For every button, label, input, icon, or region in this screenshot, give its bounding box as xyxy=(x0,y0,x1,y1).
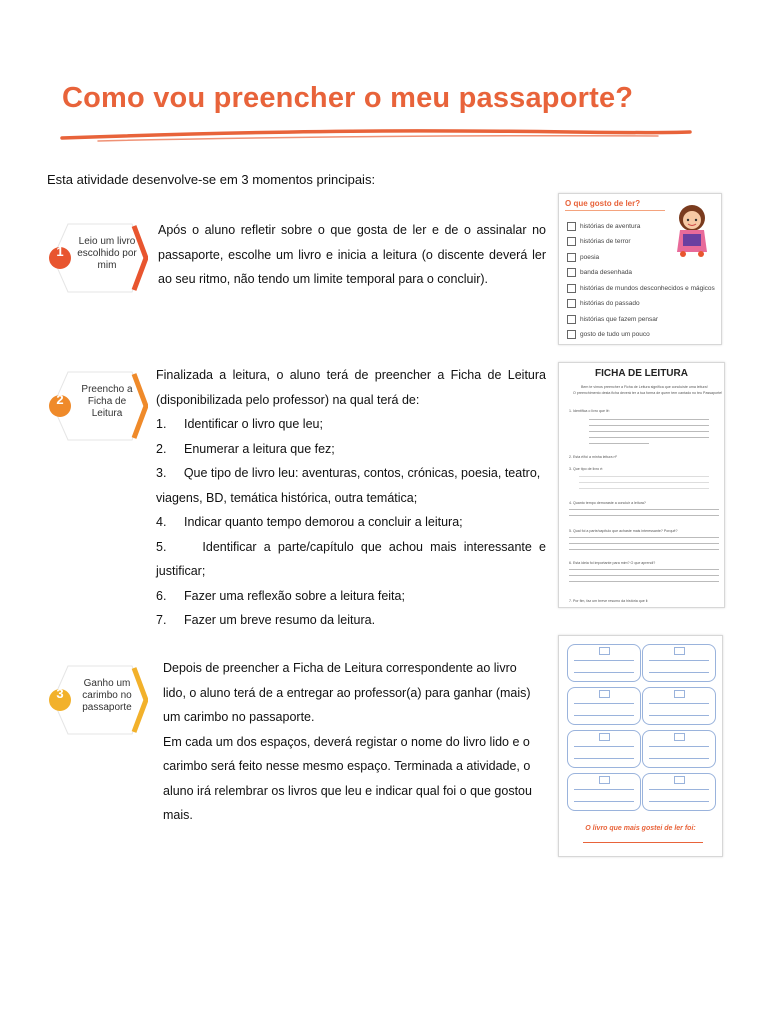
option-row: poesia xyxy=(567,253,599,262)
checkbox[interactable] xyxy=(567,284,576,293)
checkbox[interactable] xyxy=(567,299,576,308)
step-3-badge-label: Ganho um carimbo no passaporte xyxy=(82,678,132,713)
intro-text: Esta atividade desenvolve-se em 3 momentos principais: xyxy=(47,172,376,187)
thumb-reading-sheet xyxy=(558,362,725,608)
checkbox[interactable] xyxy=(567,315,576,324)
thumb-3-caption: O livro que mais gostei de ler foi: xyxy=(585,825,696,832)
thumb-2-line: 1. Identifica o livro que lê: xyxy=(569,409,610,413)
option-row: gosto de tudo um pouco xyxy=(567,330,650,339)
thumb-2-title: FICHA DE LEITURA xyxy=(595,368,688,379)
list-item: 1. Identificar o livro que leu; xyxy=(156,417,323,431)
option-row: histórias de terror xyxy=(567,237,631,246)
checkbox[interactable] xyxy=(567,222,576,231)
stamp-slot xyxy=(642,644,716,682)
thumb-2-line: O preenchimento desta ficha deverá ter a tua forma de quem tem cantado no teu Passaporte! xyxy=(573,391,723,395)
thumb-1-header: O que gosto de ler? xyxy=(565,199,641,208)
step-3-text: Depois de preencher a Ficha de Leitura correspondente ao livro lido, o aluno terá de a entregar ao professor(a) para ganhar (mais) um carimbo no passaporte. xyxy=(163,661,531,724)
step-2-badge xyxy=(48,370,148,442)
step-1-text: Após o aluno refletir sobre o que gosta de ler e de o assinalar no passaporte, escolhe um livro e inicia a leitura (o discente deverá ler ao seu ritmo, não tendo um limite temporal para o concluir). xyxy=(158,223,546,286)
stamp-slot xyxy=(642,773,716,811)
step-2-number: 2 xyxy=(56,392,64,407)
list-item: 3. Que tipo de livro leu: aventuras, contos, crónicas, poesia, teatro, viagens, BD, temática histórica, outra temática; xyxy=(156,466,541,505)
thumb-2-line: 3. Que tipo de livro é: xyxy=(569,467,604,471)
thumb-stamp-passport xyxy=(558,635,723,857)
step-1-number: 1 xyxy=(56,244,64,259)
option-row: histórias de mundos desconhecidos e mágicos xyxy=(567,284,715,293)
option-row: histórias que fazem pensar xyxy=(567,315,658,324)
thumb-1-header-rule xyxy=(565,210,665,211)
list-item: 2. Enumerar a leitura que fez; xyxy=(156,441,335,456)
step-1-badge-label: Leio um livro escolhido por mim xyxy=(77,236,137,271)
step-2-list xyxy=(156,412,546,633)
thumb-2-line: 4. Quanto tempo demoraste a concluir a leitura? xyxy=(569,501,646,505)
title-underline-swoosh xyxy=(58,122,698,144)
list-item: 5. Identificar a parte/capítulo que achou mais interessante e justificar; xyxy=(156,539,546,578)
stamp-slot xyxy=(642,687,716,725)
stamp-slot xyxy=(642,730,716,768)
checkbox[interactable] xyxy=(567,253,576,262)
option-row: banda desenhada xyxy=(567,268,632,277)
list-item: 7. Fazer um breve resumo da leitura. xyxy=(156,613,376,627)
thumb-2-line: Bem te vimos preencher a Ficha de Leitura significa que concluíste uma leitura! xyxy=(581,385,708,389)
stamp-slot xyxy=(567,730,641,768)
stamp-slot xyxy=(567,644,641,682)
step-3-number: 3 xyxy=(56,686,64,701)
option-row: histórias do passado xyxy=(567,299,640,308)
list-item: 4. Indicar quanto tempo demorou a concluir a leitura; xyxy=(156,515,463,529)
step-2-content xyxy=(156,363,546,633)
thumb-2-line: 6. Esta ideia foi importante para mim? O que aprendi? xyxy=(569,561,656,565)
option-row: histórias de aventura xyxy=(567,222,640,231)
thumb-2-line: 7. Por fim, faz um breve resumo da história que li: xyxy=(569,599,649,603)
stamp-slot xyxy=(567,773,641,811)
thumb-3-answer-rule xyxy=(583,842,703,843)
step-3-content xyxy=(163,656,543,828)
step-2-text: Finalizada a leitura, o aluno terá de preencher a Ficha de Leitura (disponibilizada pelo professor) na qual terá de: xyxy=(156,368,546,407)
checkbox[interactable] xyxy=(567,330,576,339)
thumb-preferences-form xyxy=(558,193,722,345)
checkbox[interactable] xyxy=(567,268,576,277)
thumb-2-line: 5. Qual foi a parte/capítulo que achaste mais interessante? Porquê? xyxy=(569,529,678,533)
checkbox[interactable] xyxy=(567,237,576,246)
step-2-badge-label: Preencho a Ficha de Leitura xyxy=(81,384,133,419)
list-item: 6. Fazer uma reflexão sobre a leitura feita; xyxy=(156,588,405,603)
page-title: Como vou preencher o meu passaporte? xyxy=(62,82,634,114)
stamp-slot xyxy=(567,687,641,725)
thumb-2-line: 2. Esta é/foi a minha leitura nº xyxy=(569,455,617,459)
step-3-text-2: Em cada um dos espaços, deverá registar o nome do livro lido e o carimbo será feito nesse mesmo espaço. Terminada a atividade, o aluno irá relembrar os livros que leu e indicar qual foi o que gostou mais. xyxy=(163,734,532,822)
step-3-badge xyxy=(48,664,148,736)
reading-girl-illustration xyxy=(671,202,713,258)
step-1-badge xyxy=(48,222,148,294)
